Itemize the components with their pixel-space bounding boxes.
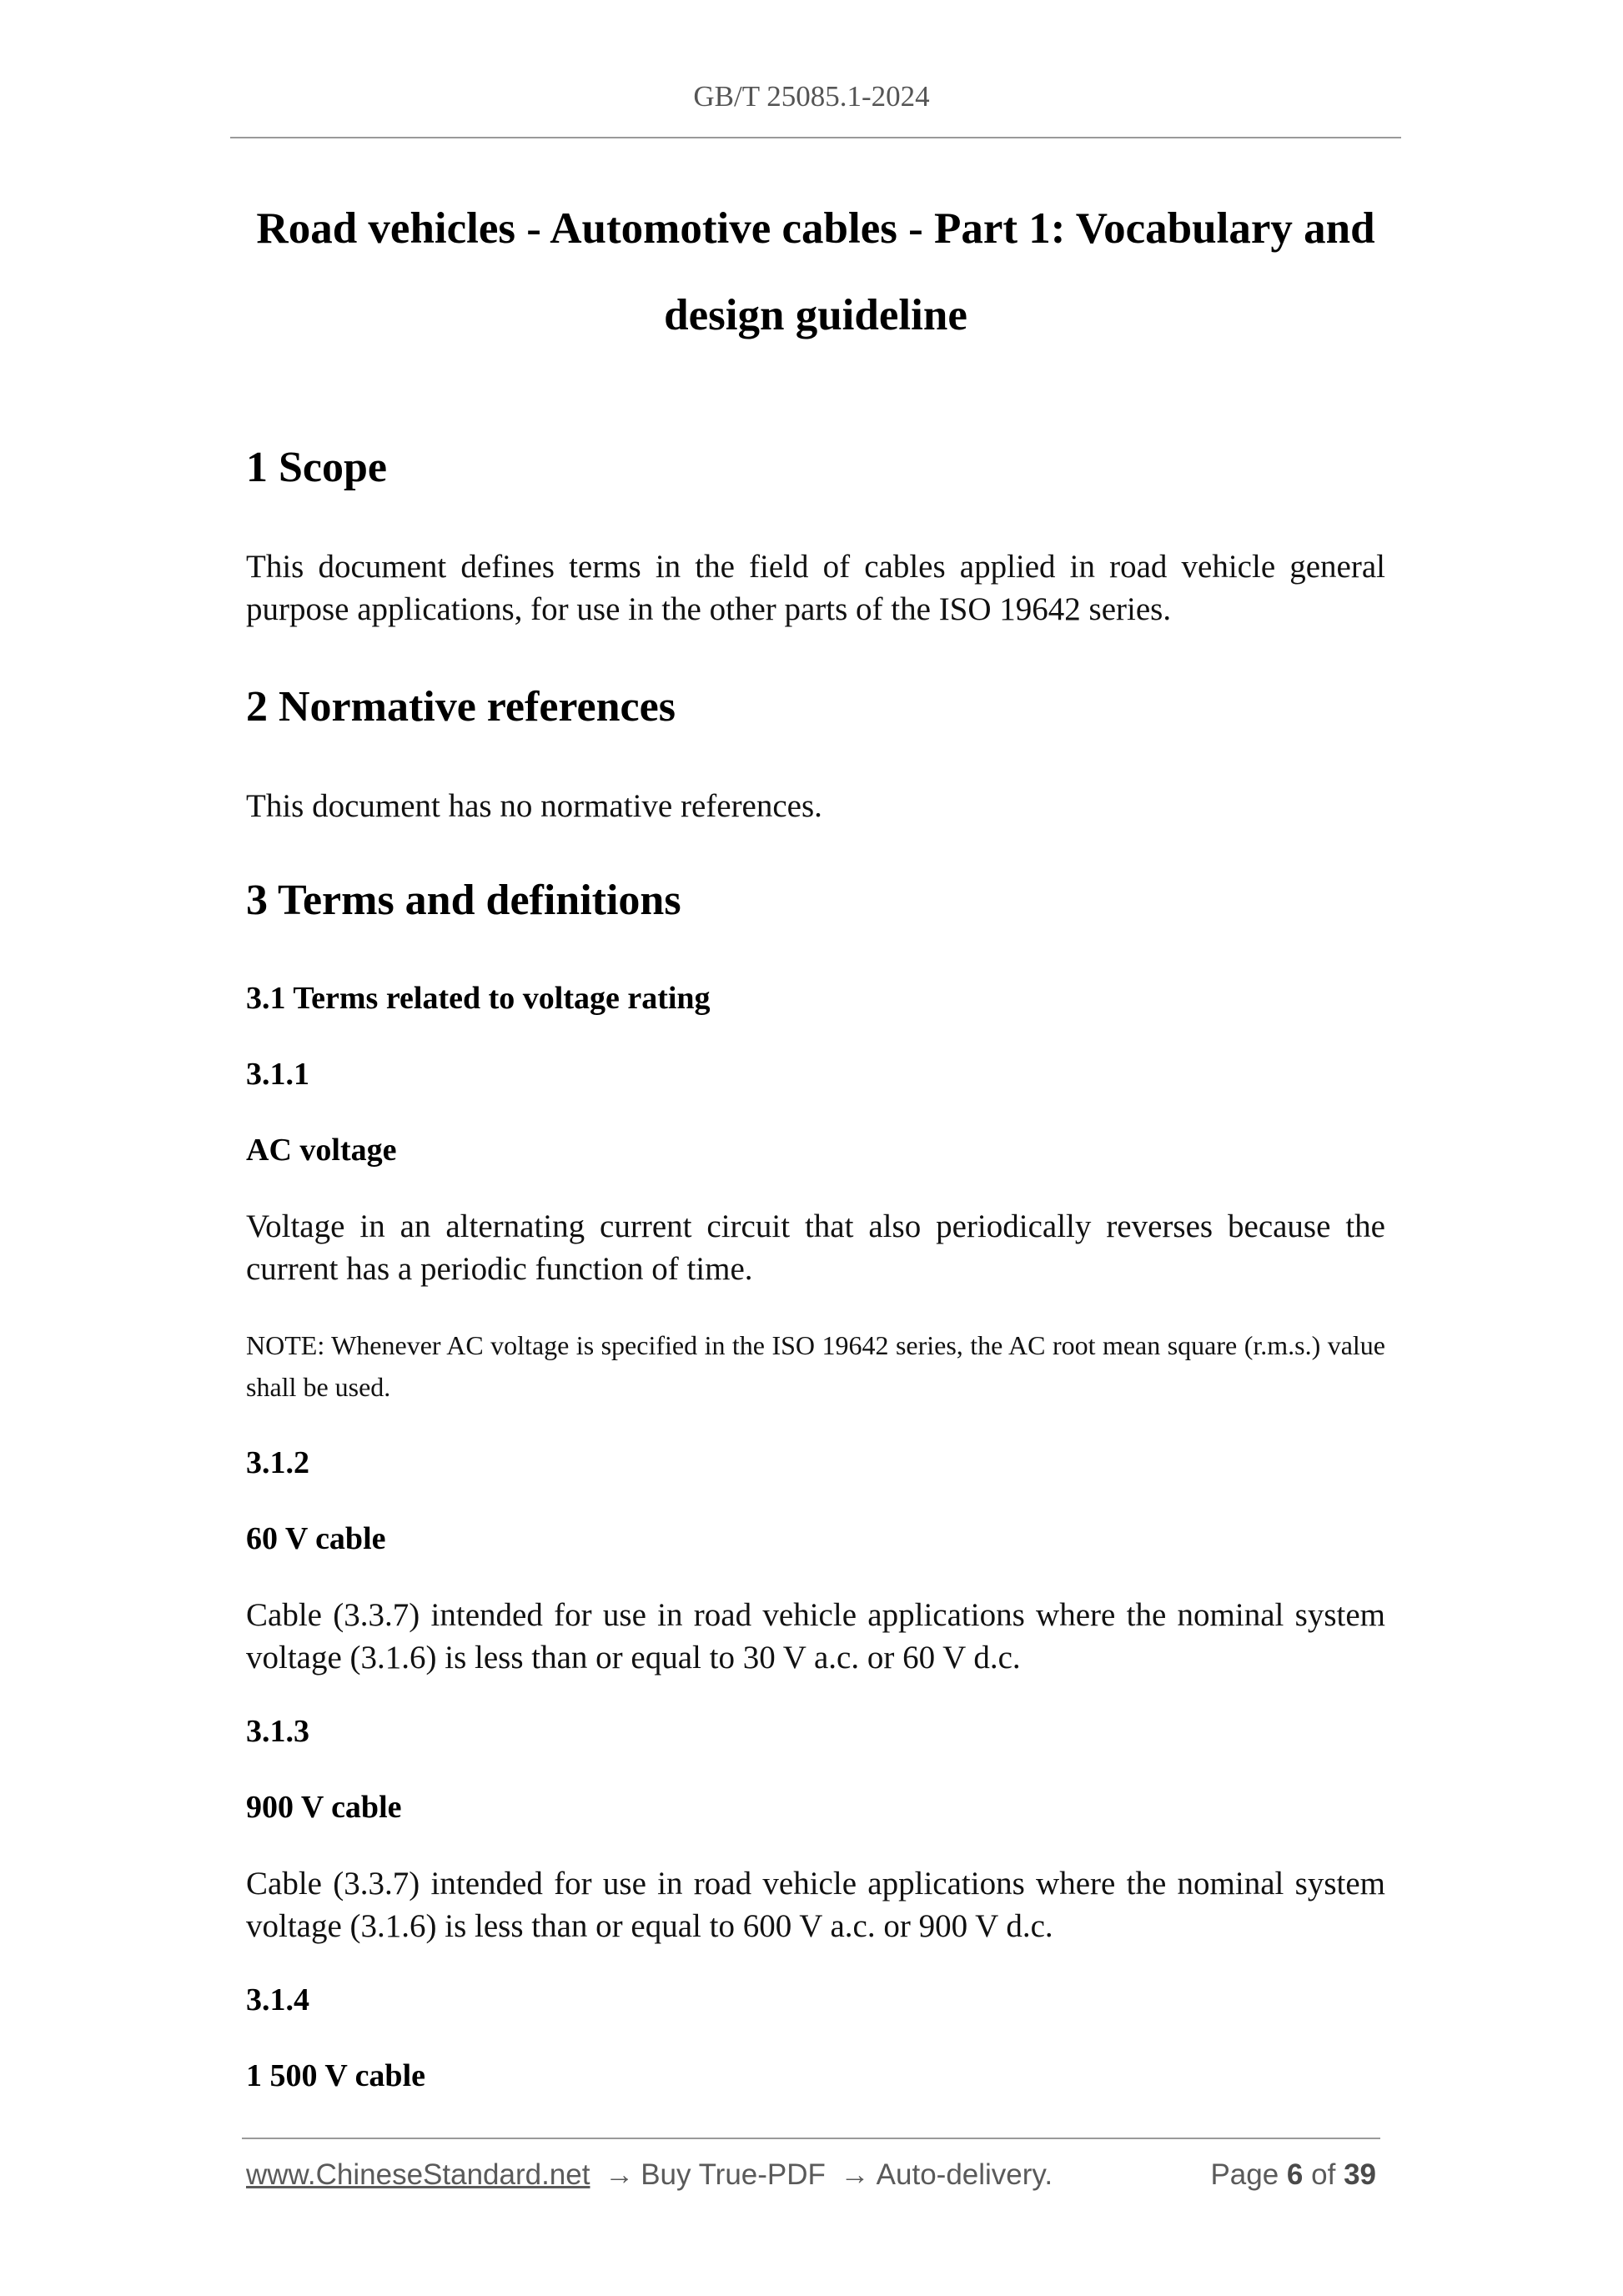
term-number: 3.1.3 xyxy=(246,1714,309,1749)
buy-true-pdf-text: Buy True-PDF xyxy=(641,2158,826,2191)
section-heading-normative-references: 2 Normative references xyxy=(246,683,676,731)
section-heading-scope: 1 Scope xyxy=(246,444,387,491)
footer-divider xyxy=(242,2138,1380,2139)
footer-promo xyxy=(246,2158,1053,2192)
term-name: AC voltage xyxy=(246,1133,397,1168)
term-definition: Cable (3.3.7) intended for use in road vehicle applications where the nominal system voltage (3.1.6) is less than or equal to 600 V a.c. or 900 V d.c. xyxy=(246,1866,1385,1944)
document-title xyxy=(230,185,1401,359)
current-page-number: 6 xyxy=(1286,2158,1304,2191)
website-link[interactable]: www.ChineseStandard.net xyxy=(246,2158,590,2191)
page-header: GB/T 25085.1-2024 xyxy=(693,80,930,113)
page-label: Page xyxy=(1210,2158,1279,2191)
subsection-heading-voltage-rating: 3.1 Terms related to voltage rating xyxy=(246,981,711,1016)
page-indicator xyxy=(1210,2158,1376,2192)
term-definition: Voltage in an alternating current circuit that also periodically reverses because the current has a periodic function of time. xyxy=(246,1208,1385,1287)
normative-references-paragraph: This document has no normative references. xyxy=(246,788,822,824)
term-definition: Cable (3.3.7) intended for use in road vehicle applications where the nominal system voltage (3.1.6) is less than or equal to 30 V a.c. or 60 V d.c. xyxy=(246,1597,1385,1676)
term-name: 1 500 V cable xyxy=(246,2058,425,2093)
term-number: 3.1.1 xyxy=(246,1057,309,1092)
header-divider xyxy=(230,137,1401,138)
term-number: 3.1.2 xyxy=(246,1445,309,1480)
section-heading-terms: 3 Terms and definitions xyxy=(246,877,681,924)
term-name: 60 V cable xyxy=(246,1521,386,1556)
term-number: 3.1.4 xyxy=(246,1982,309,2017)
arrow-right-icon: → xyxy=(605,2158,635,2191)
document-title-line-2: design guideline xyxy=(664,291,967,339)
term-name: 900 V cable xyxy=(246,1790,402,1825)
auto-delivery-text: Auto-delivery. xyxy=(876,2158,1053,2191)
of-label: of xyxy=(1311,2158,1336,2191)
scope-paragraph: This document defines terms in the field of cables applied in road vehicle general purpose applications, for use in the other parts of the ISO 19642 series. xyxy=(246,549,1385,627)
document-title-line-1: Road vehicles - Automotive cables - Part 1: Vocabulary and xyxy=(256,204,1375,253)
term-note: NOTE: Whenever AC voltage is specified in the ISO 19642 series, the AC root mean square (r.m.s.) value shall be used. xyxy=(246,1330,1385,1402)
total-page-count: 39 xyxy=(1344,2158,1376,2191)
arrow-right-icon: → xyxy=(840,2158,870,2191)
